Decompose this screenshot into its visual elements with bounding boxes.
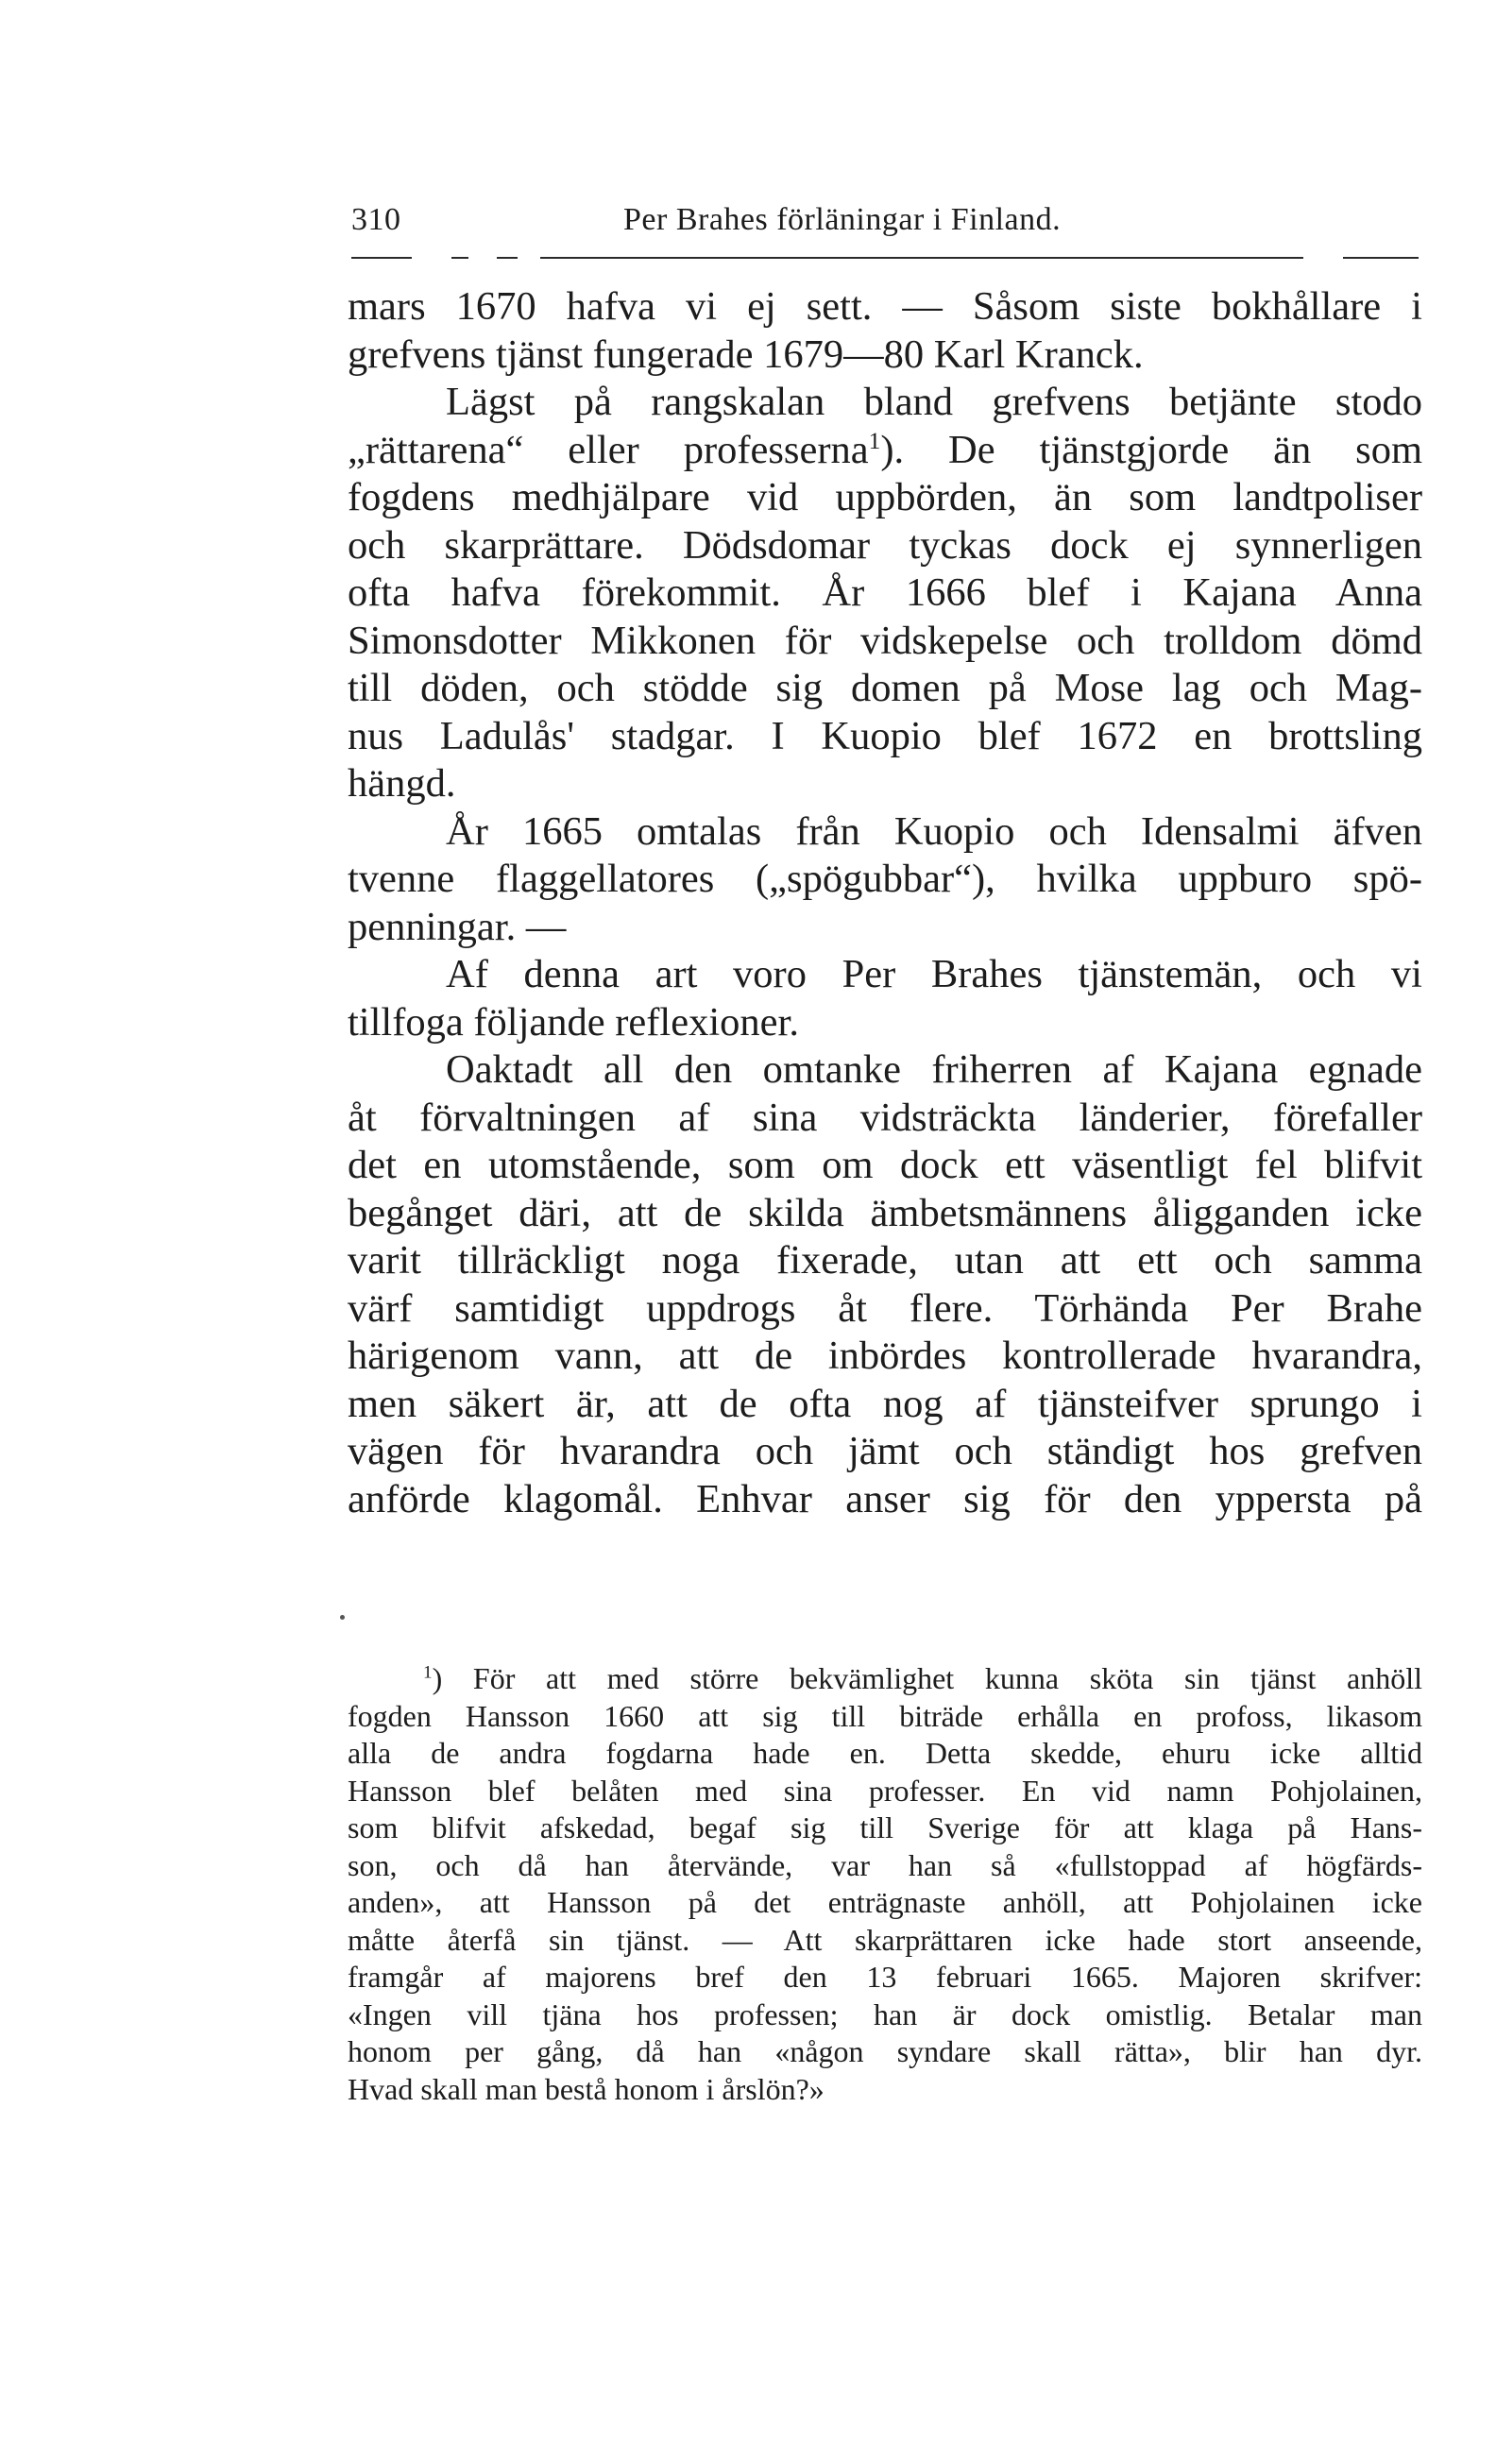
footnote-line: fogden Hansson 1660 att sig till biträde erhålla en profoss, likasom	[348, 1698, 1422, 1733]
text-line: åt förvaltningen af sina vidsträckta länderier, förefaller	[348, 1095, 1422, 1140]
stray-mark	[340, 1615, 345, 1620]
text-line: tillfoga följande reflexioner.	[348, 999, 799, 1045]
footnote-reference: 1	[868, 426, 881, 454]
footnote-line: anden», att Hansson på det enträgnaste anhöll, att Pohjolainen icke	[348, 1885, 1422, 1919]
text-line: begånget däri, att de skilda ämbetsmännens åligganden icke	[348, 1190, 1422, 1235]
text-line: tvenne flaggellatores („spögubbar“), hvilka uppburo spö-	[348, 857, 1422, 901]
text-line: värf samtidigt uppdrogs åt flere. Törhända Per Brahe	[348, 1285, 1422, 1331]
footnote-line: honom per gång, då han «någon syndare skall rätta», blir han dyr.	[348, 2034, 1422, 2068]
text-line: vägen för hvarandra och jämt och ständigt hos grefven	[348, 1429, 1422, 1473]
footnote-line: $^1$) För att med större bekvämlighet kunna sköta sin tjänst anhöll	[423, 1661, 1422, 1695]
text-line: ofta hafva förekommit. År 1666 blef i Kajana Anna	[348, 570, 1422, 615]
header-rule	[351, 257, 1419, 260]
text-line: „rättarena“ eller professerna$^1$). De tjänstgjorde än som	[348, 426, 1422, 472]
page-header	[351, 198, 1419, 244]
text-line: hängd.	[348, 761, 456, 806]
page-number: 310	[351, 202, 401, 237]
footnote-line: alla de andra fogdarna hade en. Detta skedde, ehuru icke alltid	[348, 1736, 1422, 1770]
text-line: fogdens medhjälpare vid uppbörden, än som landtpoliser	[348, 475, 1422, 519]
text-line: och skarprättare. Dödsdomar tyckas dock ej synnerligen	[348, 522, 1422, 568]
footnote-line: framgår af majorens bref den 13 februari 1665. Majoren skrifver:	[348, 1960, 1422, 1994]
footnote-line: Hansson blef belåten med sina professer. En vid namn Pohjolainen,	[348, 1773, 1422, 1808]
text-line: penningar. —	[348, 904, 567, 949]
footnote-line: som blifvit afskedad, begaf sig till Sverige för att klaga på Hans-	[348, 1810, 1422, 1844]
text-line: År 1665 omtalas från Kuopio och Idensalmi äfven	[446, 808, 1422, 854]
footnote-line: måtte återfå sin tjänst. — Att skarprättaren icke hade stort anseende,	[348, 1922, 1422, 1957]
text-line: härigenom vann, att de inbördes kontrollerade hvarandra,	[348, 1334, 1422, 1378]
text-line: det en utomstående, som om dock ett väsentligt fel blifvit	[348, 1143, 1422, 1187]
text-line: nus Ladulås' stadgar. I Kuopio blef 1672 en brottsling	[348, 713, 1422, 758]
text-line: Oaktadt all den omtanke friherren af Kajana egnade	[446, 1047, 1422, 1092]
footnote-line: son, och då han återvände, var han så «fullstoppad af högfärds-	[348, 1847, 1422, 1882]
text-line: till döden, och stödde sig domen på Mose lag och Mag-	[348, 666, 1422, 710]
text-line: Af denna art voro Per Brahes tjänstemän, och vi	[446, 952, 1422, 996]
text-line: varit tillräckligt noga fixerade, utan att ett och samma	[348, 1238, 1422, 1283]
text-line: mars 1670 hafva vi ej sett. — Såsom siste bokhållare i	[348, 284, 1422, 329]
footnote	[348, 1660, 1422, 2108]
footnote-line: Hvad skall man bestå honom i årslön?»	[348, 2071, 824, 2106]
running-title: Per Brahes förläningar i Finland.	[623, 202, 1062, 237]
text-line: anförde klagomål. Enhvar anser sig för den yppersta på	[348, 1476, 1422, 1521]
footnote-marker: 1	[423, 1662, 433, 1683]
footnote-line: «Ingen vill tjäna hos professen; han är dock omistlig. Betalar man	[348, 1997, 1422, 2031]
text-line: Simonsdotter Mikkonen för vidskepelse och trolldom dömd	[348, 618, 1422, 663]
text-line: grefvens tjänst fungerade 1679—80 Karl Kranck.	[348, 331, 1144, 377]
text-line: Lägst på rangskalan bland grefvens betjänte stodo	[446, 380, 1422, 424]
text-line: men säkert är, att de ofta nog af tjänsteifver sprungo i	[348, 1381, 1422, 1426]
main-text	[348, 283, 1422, 1523]
